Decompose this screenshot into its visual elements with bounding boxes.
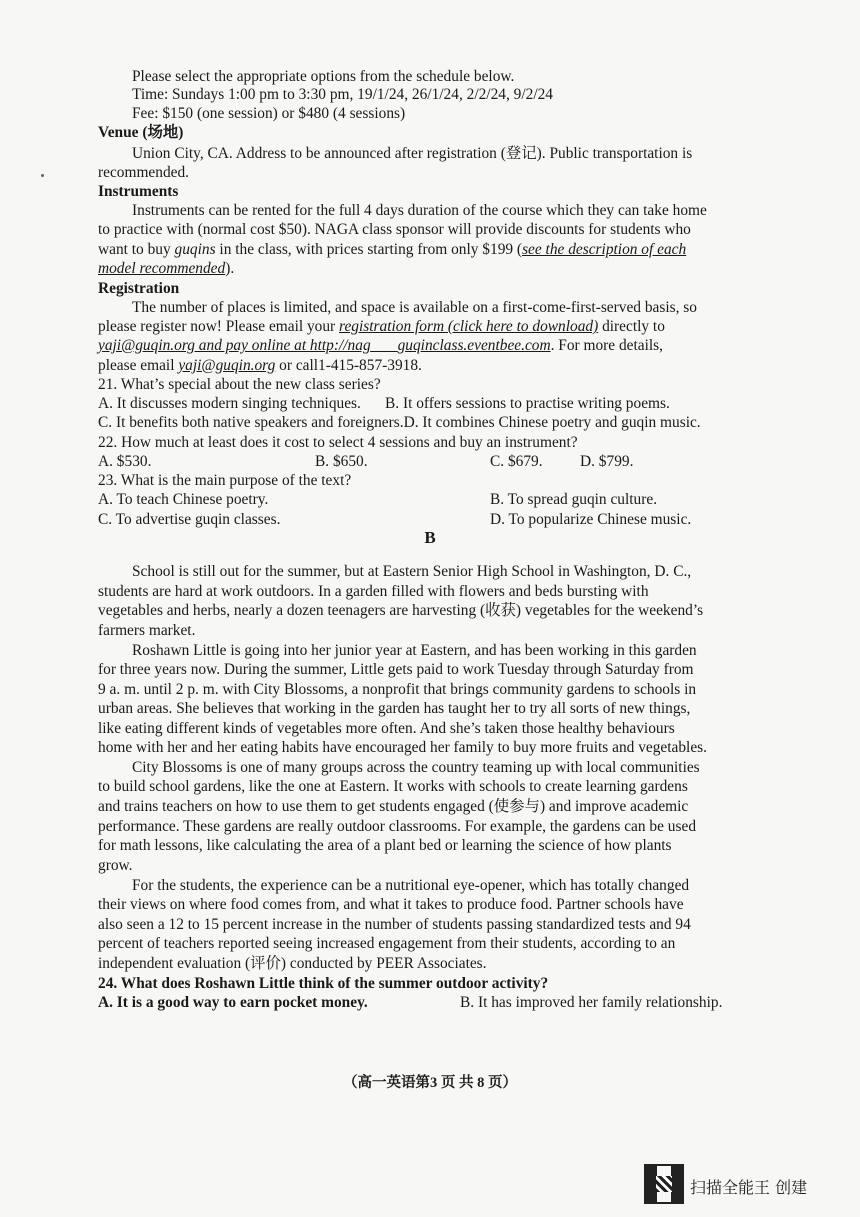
option-24-a: A. It is a good way to earn pocket money. (98, 994, 368, 1011)
page-footer: （高一英语第3 页 共 8 页） (343, 1075, 517, 1091)
schedule-intro: Please select the appropriate options from the schedule below. (132, 68, 515, 85)
option-24-b: B. It has improved her family relationship. (460, 994, 723, 1011)
passage-line: for math lessons, like calculating the area of a plant bed or learning the science of how plants (98, 837, 672, 854)
passage-line: farmers market. (98, 622, 196, 639)
passage-line: grow. (98, 857, 133, 874)
passage-line: like eating different kinds of vegetables more often. And she’s taken those healthy behaviours (98, 720, 675, 737)
question-21-stem: 21. What’s special about the new class series? (98, 376, 381, 393)
registration-line-3 (98, 336, 770, 355)
instruments-text: in the class, with prices starting from only $199 ( (215, 241, 523, 258)
option-21-a: A. It discusses modern singing techniques. (98, 395, 361, 412)
registration-text: please email (98, 357, 179, 374)
registration-text: . For more details, (550, 337, 664, 354)
question-22-stem: 22. How much at least does it cost to select 4 sessions and buy an instrument? (98, 434, 578, 451)
question-21-row-cd: C. It benefits both native speakers and foreigners.D. It combines Chinese poetry and guqin music. (98, 414, 701, 431)
passage-line: also seen a 12 to 15 percent increase in the number of students passing standardized tests and 94 (98, 916, 691, 933)
eventbee-link[interactable]: guqinclass.eventbee.com (397, 337, 551, 354)
passage-line: independent evaluation (评价) conducted by PEER Associates. (98, 955, 487, 972)
registration-form-link[interactable]: registration form (click here to download) (339, 318, 599, 335)
option-22-d: D. $799. (580, 453, 634, 470)
passage-line: urban areas. She believes that working in the garden has taught her to try all sorts of new things, (98, 700, 691, 717)
schedule-time: Time: Sundays 1:00 pm to 3:30 pm, 19/1/24, 26/1/24, 2/2/24, 9/2/24 (132, 86, 553, 103)
passage-line: 9 a. m. until 2 p. m. with City Blossoms, a nonprofit that brings community gardens to schools in (98, 681, 697, 698)
option-22-b: B. $650. (315, 453, 368, 470)
passage-line: vegetables and herbs, nearly a dozen teenagers are harvesting (收获) vegetables for the weekend’s (98, 602, 704, 619)
instruments-line-3 (98, 240, 770, 259)
payment-link-blurred (371, 337, 398, 354)
passage-line: students are hard at work outdoors. In a garden filled with flowers and beds bursting with (98, 583, 649, 600)
instruments-line-1: Instruments can be rented for the full 4 days duration of the course which they can take home (132, 202, 707, 219)
qr-code-icon (644, 1164, 684, 1204)
registration-line-1: The number of places is limited, and space is available on a first-come-first-served basis, so (132, 299, 697, 316)
stray-mark (41, 174, 44, 177)
passage-line: percent of teachers reported seeing increased engagement from their students, according to an (98, 935, 676, 952)
passage-line: and trains teachers on how to use them to get students engaged (使参与) and improve academic (98, 798, 689, 815)
passage-line: Roshawn Little is going into her junior year at Eastern, and has been working in this garden (132, 642, 697, 659)
venue-heading: Venue (场地) (98, 124, 184, 141)
venue-line-1: Union City, CA. Address to be announced after registration (登记). Public transportation is (132, 145, 693, 162)
schedule-fee: Fee: $150 (one session) or $480 (4 sessions) (132, 105, 406, 122)
passage-line: for three years now. During the summer, Little gets paid to work Tuesday through Saturday from (98, 661, 694, 678)
guqins-term: guqins (174, 241, 216, 258)
registration-text: or call1-415-857-3918. (275, 357, 422, 374)
passage-line: to build school gardens, like the one at Eastern. It works with schools to create learning gardens (98, 778, 688, 795)
instruments-line-2: to practice with (normal cost $50). NAGA class sponsor will provide discounts for students who (98, 221, 691, 238)
venue-line-2: recommended. (98, 164, 190, 181)
option-23-c: C. To advertise guqin classes. (98, 511, 281, 528)
model-link[interactable]: model recommended (98, 260, 226, 277)
section-b-title: B (424, 528, 436, 547)
registration-text: please register now! Please email your (98, 318, 340, 335)
payment-link[interactable]: yaji@guqin.org and pay online at http://nag (98, 337, 371, 354)
scanner-watermark: 扫描全能王 创建 (690, 1178, 808, 1197)
registration-heading: Registration (98, 280, 180, 297)
description-link[interactable]: see the description of each (522, 241, 687, 258)
option-23-d: D. To popularize Chinese music. (490, 511, 692, 528)
registration-line-2 (98, 317, 770, 336)
instruments-text: want to buy (98, 241, 175, 258)
instruments-heading: Instruments (98, 183, 179, 200)
instruments-line-4 (98, 259, 770, 278)
option-22-a: A. $530. (98, 453, 152, 470)
option-23-b: B. To spread guqin culture. (490, 491, 658, 508)
option-21-b: B. It offers sessions to practise writing poems. (385, 395, 670, 412)
question-24-stem: 24. What does Roshawn Little think of the summer outdoor activity? (98, 975, 549, 992)
passage-line: their views on where food comes from, and what it takes to produce food. Partner schools have (98, 896, 684, 913)
instruments-text: ). (225, 260, 235, 277)
registration-line-4 (98, 356, 770, 375)
option-23-a: A. To teach Chinese poetry. (98, 491, 269, 508)
option-22-c: C. $679. (490, 453, 543, 470)
passage-line: performance. These gardens are really outdoor classrooms. For example, the gardens can be used (98, 818, 697, 835)
passage-line: home with her and her eating habits have encouraged her family to buy more fruits and vegetables. (98, 739, 708, 756)
question-23-stem: 23. What is the main purpose of the text? (98, 472, 352, 489)
passage-line: School is still out for the summer, but at Eastern Senior High School in Washington, D. C., (132, 563, 692, 580)
registration-text: directly to (598, 318, 665, 335)
passage-line: City Blossoms is one of many groups across the country teaming up with local communities (132, 759, 700, 776)
passage-line: For the students, the experience can be a nutritional eye-opener, which has totally changed (132, 877, 690, 894)
email-link[interactable]: yaji@guqin.org (178, 357, 276, 374)
